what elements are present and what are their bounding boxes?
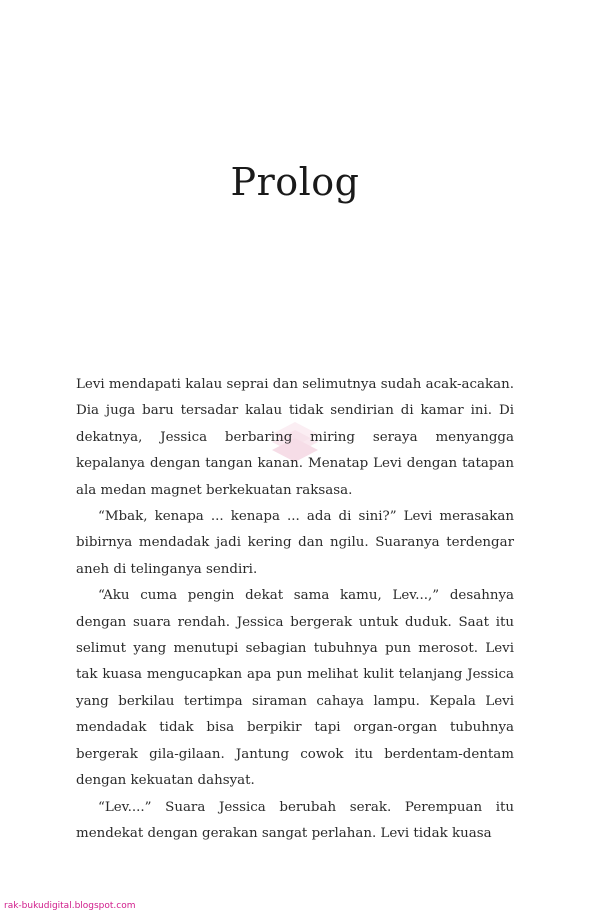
footer-blog-link[interactable]: rak-bukudigital.blogspot.com: [4, 901, 136, 911]
paragraph-1: Levi mendapati kalau seprai dan selimutnya sudah acak-acakan. Dia juga baru tersadar kalau tidak sendirian di kamar ini. Di dekatnya, Jessica berbaring miring seraya menyangga kepalanya dengan tangan kanan. Menatap Levi dengan tatapan ala medan magnet berkekuatan raksasa.: [76, 377, 514, 498]
paragraph-3: “Aku cuma pengin dekat sama kamu, Lev...,” desahnya dengan suara rendah. Jessica bergerak untuk duduk. Saat itu selimut yang menutupi sebagian tubuhnya pun merosot. Levi tak kuasa mengucapkan apa pun melihat kulit telanjang Jessica yang berkilau tertimpa siraman cahaya lampu. Kepala Levi mendadak tidak bisa berpikir tapi organ-organ tubuhnya bergerak gila-gilaan. Jantung cowok itu berdentam-dentam dengan kekuatan dahsyat.: [76, 588, 514, 789]
chapter-title: Prolog: [230, 160, 360, 204]
paragraph-4: “Lev....” Suara Jessica berubah serak. Perempuan itu mendekat dengan gerakan sangat perlahan. Levi tidak kuasa: [76, 799, 514, 841]
prologue-text: [76, 372, 514, 847]
paragraph-2: “Mbak, kenapa ... kenapa ... ada di sini?” Levi merasakan bibirnya mendadak jadi kering dan ngilu. Suaranya terdengar aneh di telinganya sendiri.: [76, 509, 514, 577]
